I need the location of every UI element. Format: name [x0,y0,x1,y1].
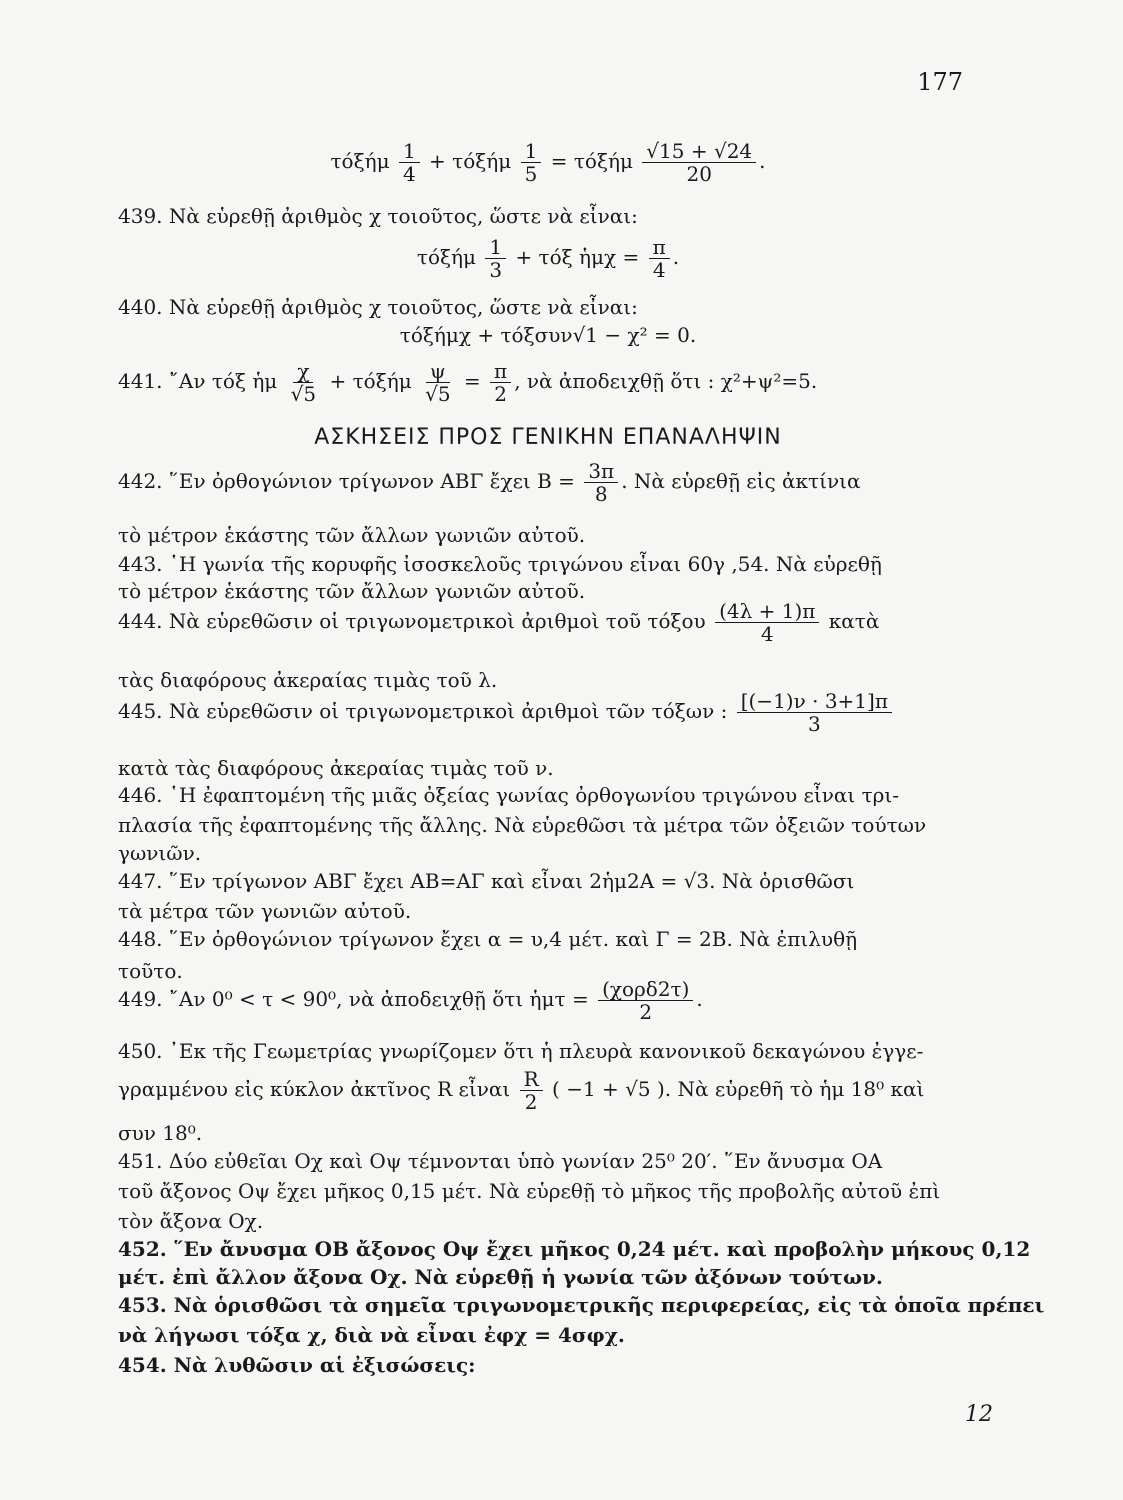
fraction: $\frac{\text{(χορδ2τ)}}{2}$ [598,978,693,1023]
fraction: $\frac{\psi}{√5}$ [425,359,451,406]
equation-440: τόξήμχ + τόξσυν√1 − χ² = 0. [399,323,697,347]
eq-text: τόξήμ [330,149,390,173]
fraction: $\frac{\pi}{4}$ [649,236,670,281]
exercise-453-cont: νὰ λήγωσι τόξα χ, διὰ νὰ εἶναι ἐφχ = 4σφχ. [118,1323,625,1347]
exercise-443-cont: τὸ μέτρον ἑκάστης τῶν ἄλλων γωνιῶν αὐτοῦ. [118,579,586,603]
exercise-451: 451. Δύο εὐθεῖαι Οχ καὶ Οψ τέμνονται ὑπὸ γωνίαν 25⁰ 20′. ῞Εν ἄνυσμα ΟΑ [118,1149,883,1173]
exercise-454: 454. Νὰ λυθῶσιν αἱ ἐξισώσεις: [118,1353,476,1377]
exercise-445: 445. Νὰ εὑρεθῶσιν οἱ τριγωνομετρικοὶ ἀριθμοὶ τῶν τόξων : $\frac{[(-1)\nu \cdot 3+1]\pi}{3}$ [118,690,978,735]
exercise-441: 441. ῎Αν τόξ ἡμ $\frac{\chi}{√5}$ + τόξήμ $\frac{\psi}{√5}$ = $\frac{\pi}{2}$ , νὰ ἀποδειχθῇ ὅτι : χ²+ψ²=5. [118,359,818,406]
fraction: $\frac{R}{2}$ [520,1068,543,1113]
exercise-444: 444. Νὰ εὑρεθῶσιν οἱ τριγωνομετρικοὶ ἀριθμοὶ τοῦ τόξου $\frac{(4\lambda + 1)\pi}{4}$ κατὰ [118,599,880,646]
fraction: $\frac{1}{5}$ [521,140,542,185]
exercise-445-cont: κατὰ τὰς διαφόρους ἀκεραίας τιμὰς τοῦ ν. [118,756,554,780]
equation-439: τόξήμ $\frac{1}{3}$ + τόξ ἡμχ = $\frac{\pi}{4}$ . [416,235,680,282]
exercise-446-cont2: γωνιῶν. [118,841,202,865]
exercise-446: 446. ῾Η ἐφαπτομένη τῆς μιᾶς ὀξείας γωνίας ὀρθογωνίου τριγώνου εἶναι τρι- [118,783,900,807]
fraction: $\frac{\chi}{√5}$ [290,359,317,406]
exercise-448-cont: τοῦτο. [118,959,183,983]
exercise-449: 449. ῎Αν 0⁰ < τ < 90⁰, νὰ ἀποδειχθῇ ὅτι ἡμτ = $\frac{\text{(χορδ2τ)}}{2}$ . [118,977,703,1024]
exercise-451-cont2: τὸν ἄξονα Οχ. [118,1209,264,1233]
section-heading: ΑΣΚΗΣΕΙΣ ΠΡΟΣ ΓΕΝΙΚΗΝ ΕΠΑΝΑΛΗΨΙΝ [314,425,782,450]
exercise-446-cont: πλασία τῆς ἐφαπτομένης τῆς ἄλλης. Νὰ εὑρεθῶσι τὰ μέτρα τῶν ὀξειῶν τούτων [118,813,927,837]
exercise-443: 443. ῾Η γωνία τῆς κορυφῆς ἰσοσκελοῦς τριγώνου εἶναι 60γ ,54. Νὰ εὑρεθῇ [118,552,882,576]
exercise-452-cont: μέτ. ἐπὶ ἄλλον ἄξονα Οχ. Νὰ εὑρεθῇ ἡ γωνία τῶν ἀξόνων τούτων. [118,1265,883,1289]
exercise-442-cont: τὸ μέτρον ἑκάστης τῶν ἄλλων γωνιῶν αὐτοῦ. [118,523,586,547]
fraction: $\frac{√15 + √24}{20}$ [642,140,756,185]
exercise-452: 452. ῞Εν ἄνυσμα ΟΒ ἄξονος Οψ ἔχει μῆκος 0,24 μέτ. καὶ προβολὴν μήκους 0,12 [118,1237,1031,1261]
exercise-439: 439. Νὰ εὑρεθῇ ἀριθμὸς χ τοιοῦτος, ὥστε νὰ εἶναι: [118,204,638,228]
exercise-440: 440. Νὰ εὑρεθῇ ἀριθμὸς χ τοιοῦτος, ὥστε νὰ εἶναι: [118,295,638,319]
eq-text: = τόξήμ [550,149,633,173]
exercise-447-cont: τὰ μέτρα τῶν γωνιῶν αὐτοῦ. [118,899,412,923]
exercise-450-cont2: συν 18⁰. [118,1121,203,1145]
fraction: $\frac{1}{3}$ [485,236,506,281]
fraction: $\frac{3\pi}{8}$ [584,460,618,505]
fraction: $\frac{\pi}{2}$ [490,360,511,405]
signature-mark: 12 [965,1402,993,1427]
eq-text: + τόξήμ [429,149,512,173]
fraction: $\frac{[(-1)\nu \cdot 3+1]\pi}{3}$ [737,690,892,735]
fraction: $\frac{1}{4}$ [399,140,420,185]
fraction: $\frac{(4\lambda + 1)\pi}{4}$ [715,600,819,645]
page-number: 177 [917,68,963,96]
exercise-453: 453. Νὰ ὁρισθῶσι τὰ σημεῖα τριγωνομετρικῆς περιφερείας, εἰς τὰ ὁποῖα πρέπει [118,1293,1045,1317]
exercise-451-cont: τοῦ ἄξονος Οψ ἔχει μῆκος 0,15 μέτ. Νὰ εὑρεθῇ τὸ μῆκος τῆς προβολῆς αὐτοῦ ἐπὶ [118,1179,941,1203]
exercise-450-cont: γραμμένου εἰς κύκλον ἀκτῖνος R εἶναι $\frac{R}{2}$ ( −1 + √5 ). Νὰ εὑρεθῆ τὸ ἡμ 18⁰ καὶ [118,1067,925,1114]
exercise-450: 450. ᾿Εκ τῆς Γεωμετρίας γνωρίζομεν ὅτι ἡ πλευρὰ κανονικοῦ δεκαγώνου ἐγγε- [118,1039,924,1063]
exercise-442: 442. ῞Εν ὀρθογώνιον τρίγωνον ΑΒΓ ἔχει Β = $\frac{3\pi}{8}$ . Νὰ εὑρεθῇ εἰς ἀκτίνια [118,459,861,506]
exercise-448: 448. ῞Εν ὀρθογώνιον τρίγωνον ἔχει α = υ,4 μέτ. καὶ Γ = 2Β. Νὰ ἐπιλυθῇ [118,927,858,951]
equation-438: τόξήμ $\frac{1}{4}$ + τόξήμ $\frac{1}{5}$ = τόξήμ $\frac{√15 + √24}{20}$ . [330,139,766,186]
exercise-447: 447. ῞Εν τρίγωνον ΑΒΓ ἔχει ΑΒ=ΑΓ καὶ εἶναι 2ἡμ2Α = √3. Νὰ ὁρισθῶσι [118,869,855,893]
exercise-444-cont: τὰς διαφόρους ἀκεραίας τιμὰς τοῦ λ. [118,668,498,692]
